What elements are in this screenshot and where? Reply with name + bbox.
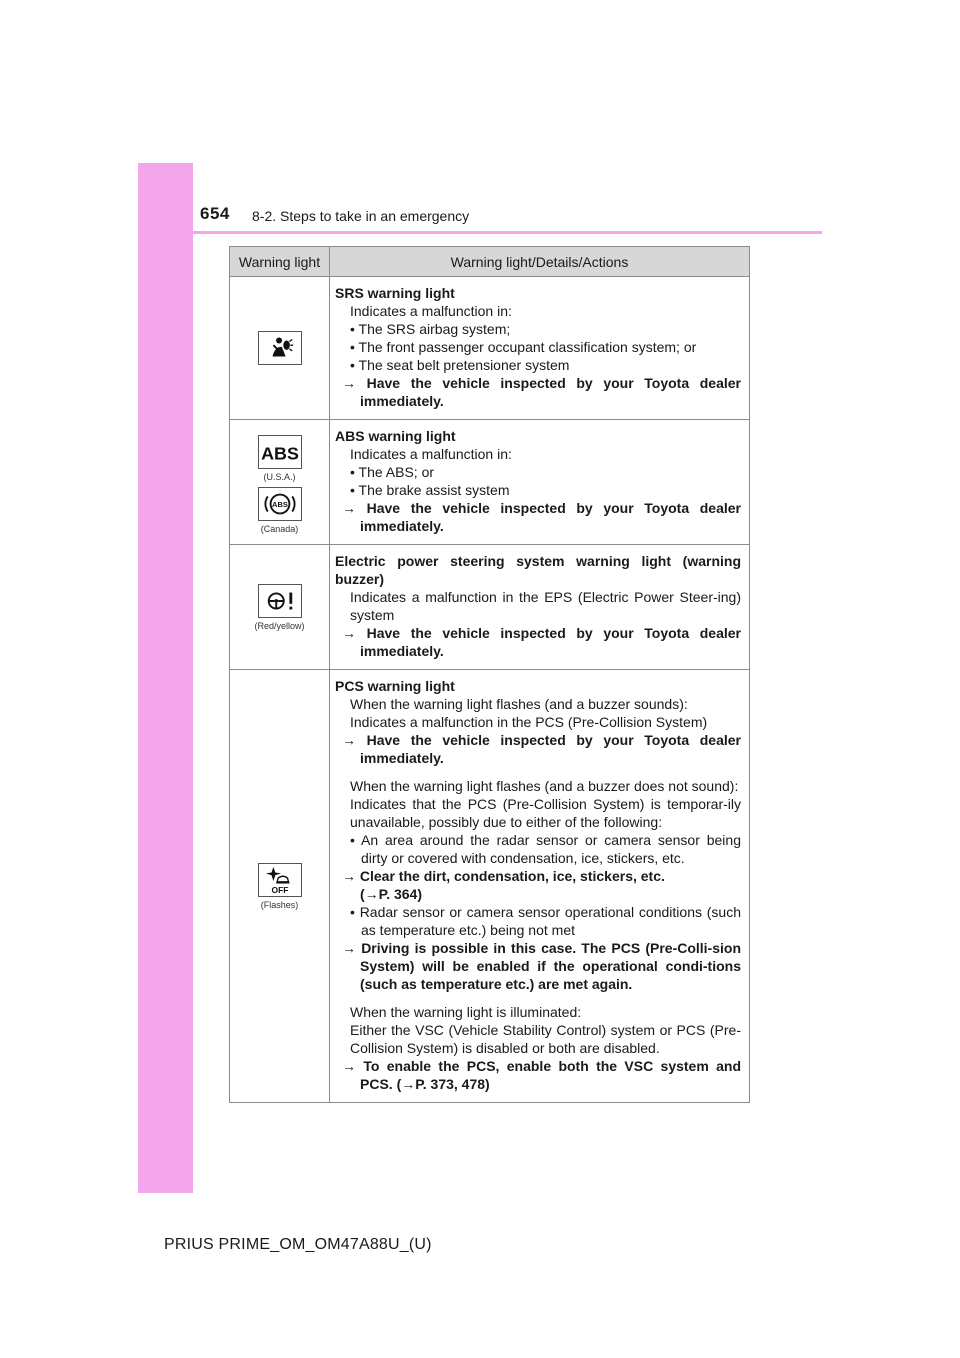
list-item: • The ABS; or bbox=[335, 463, 741, 481]
abs-circle-icon bbox=[258, 487, 302, 521]
icon-cell bbox=[230, 420, 330, 545]
pcs-details bbox=[330, 670, 750, 1103]
eps-title: Electric power steering system warning light (warning buzzer) bbox=[335, 553, 741, 587]
pcs-title: PCS warning light bbox=[335, 678, 455, 694]
pcs-text: Either the VSC (Vehicle Stability Control) system or PCS (Pre-Collision System) is disabled or both are disabled. bbox=[350, 1022, 741, 1056]
pcs-text: Indicates a malfunction in the PCS (Pre-Collision System) bbox=[350, 714, 708, 730]
abs-action: → Have the vehicle inspected by your Toyota dealer immediately. bbox=[335, 499, 741, 535]
pcs-off-label: OFF bbox=[271, 884, 288, 895]
srs-airbag-icon bbox=[258, 331, 302, 365]
list-item: • The SRS airbag system; bbox=[335, 320, 741, 338]
caption-canada: (Canada) bbox=[260, 523, 299, 534]
side-tab-band bbox=[138, 163, 193, 1193]
abs-circle-label: ABS bbox=[271, 499, 288, 509]
srs-action: → Have the vehicle inspected by your Toyota dealer immediately. bbox=[335, 374, 741, 410]
table-row bbox=[230, 277, 750, 420]
abs-details bbox=[330, 420, 750, 545]
pcs-text: When the warning light flashes (and a buzzer sounds): bbox=[350, 696, 688, 712]
col-details: Warning light/Details/Actions bbox=[330, 247, 750, 277]
icon-cell bbox=[230, 545, 330, 670]
list-item: • The brake assist system bbox=[335, 481, 741, 499]
page-number: 654 bbox=[200, 204, 230, 223]
abs-title: ABS warning light bbox=[335, 428, 456, 444]
pcs-action: → Driving is possible in this case. The PCS (Pre-Colli-sion System) will be enabled if the operational condi-tions (such as temperature etc.) are met again. bbox=[335, 939, 741, 993]
table-row bbox=[230, 670, 750, 1103]
list-item: • Radar sensor or camera sensor operational conditions (such as temperature etc.) being not met bbox=[335, 903, 741, 939]
pcs-off-icon bbox=[258, 863, 302, 897]
abs-text-label: ABS bbox=[260, 443, 299, 464]
srs-intro: Indicates a malfunction in: bbox=[350, 303, 512, 319]
warning-light-table bbox=[229, 246, 750, 1103]
abs-text-icon bbox=[258, 435, 302, 469]
table-row bbox=[230, 545, 750, 670]
srs-details bbox=[330, 277, 750, 420]
col-warning-light: Warning light bbox=[230, 247, 330, 277]
eps-intro: Indicates a malfunction in the EPS (Electric Power Steer-ing) system bbox=[350, 589, 741, 623]
steering-wheel-warning-icon bbox=[258, 584, 302, 618]
table-header-row bbox=[230, 247, 750, 277]
table-row bbox=[230, 420, 750, 545]
caption-pcs: (Flashes) bbox=[260, 899, 299, 910]
list-item: • The front passenger occupant classification system; or bbox=[335, 338, 741, 356]
pcs-page-ref: (→P. 364) bbox=[360, 886, 422, 902]
srs-title: SRS warning light bbox=[335, 285, 455, 301]
caption-eps: (Red/yellow) bbox=[254, 620, 305, 631]
pcs-action: → Clear the dirt, condensation, ice, stickers, etc. bbox=[335, 867, 741, 885]
icon-cell bbox=[230, 670, 330, 1103]
pcs-action: → Have the vehicle inspected by your Toyota dealer immediately. bbox=[335, 731, 741, 767]
pcs-text: When the warning light flashes (and a buzzer does not sound): bbox=[350, 778, 739, 794]
pcs-action: → To enable the PCS, enable both the VSC system and PCS. (→P. 373, 478) bbox=[335, 1057, 741, 1093]
footer-doc-id: PRIUS PRIME_OM_OM47A88U_(U) bbox=[164, 1236, 432, 1253]
header-rule bbox=[138, 231, 822, 234]
list-item: • The seat belt pretensioner system bbox=[335, 356, 741, 374]
pcs-text: When the warning light is illuminated: bbox=[350, 1004, 582, 1020]
section-title: 8-2. Steps to take in an emergency bbox=[252, 208, 470, 224]
abs-intro: Indicates a malfunction in: bbox=[350, 446, 512, 462]
caption-usa: (U.S.A.) bbox=[263, 471, 296, 482]
eps-details bbox=[330, 545, 750, 670]
pcs-text: Indicates that the PCS (Pre-Collision System) is temporar-ily unavailable, possibly due to either of the following: bbox=[350, 796, 741, 830]
list-item: • An area around the radar sensor or camera sensor being dirty or covered with condensation, ice, stickers, etc. bbox=[335, 831, 741, 867]
icon-cell bbox=[230, 277, 330, 420]
eps-action: → Have the vehicle inspected by your Toyota dealer immediately. bbox=[335, 624, 741, 660]
